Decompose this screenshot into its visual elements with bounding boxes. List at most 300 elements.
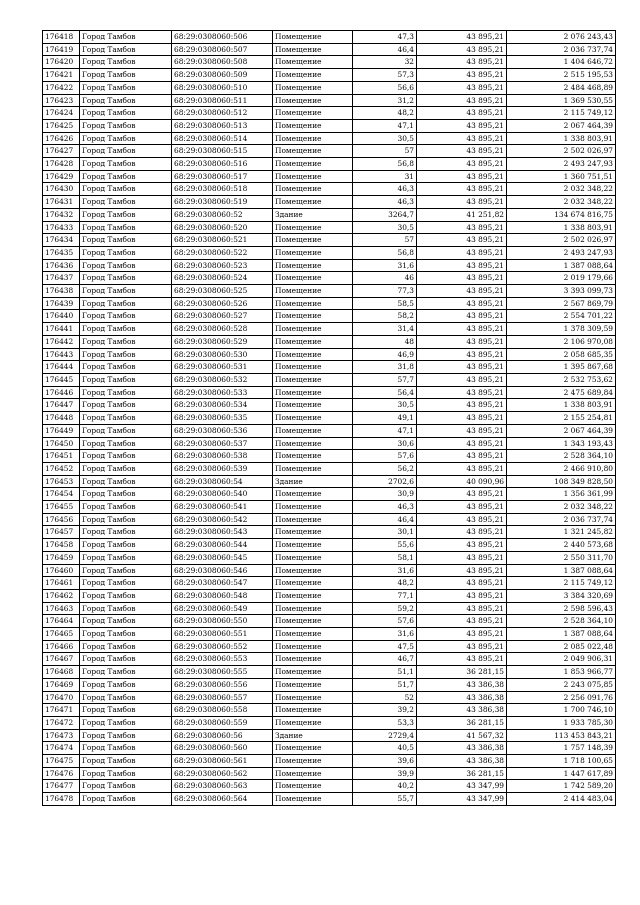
row-number: 176433 xyxy=(43,221,80,234)
cadastral-number-cell: 68:29:0308060:514 xyxy=(172,132,273,145)
unit-value-cell: 43 895,21 xyxy=(417,170,507,183)
city-cell: Город Тамбов xyxy=(80,424,172,437)
unit-value-cell: 43 895,21 xyxy=(417,119,507,132)
table-row xyxy=(43,335,616,348)
city-cell: Город Тамбов xyxy=(80,615,172,628)
row-number: 176440 xyxy=(43,310,80,323)
unit-value-cell: 41 251,82 xyxy=(417,208,507,221)
area-cell: 46,7 xyxy=(353,653,417,666)
row-number: 176476 xyxy=(43,767,80,780)
unit-value-cell: 43 895,21 xyxy=(417,56,507,69)
cadastral-value-cell: 1 338 803,91 xyxy=(507,132,616,145)
row-number: 176446 xyxy=(43,386,80,399)
table-row xyxy=(43,170,616,183)
table-row xyxy=(43,221,616,234)
city-cell: Город Тамбов xyxy=(80,488,172,501)
cadastral-number-cell: 68:29:0308060:516 xyxy=(172,158,273,171)
area-cell: 57,6 xyxy=(353,450,417,463)
area-cell: 56,8 xyxy=(353,158,417,171)
object-type-cell: Помещение xyxy=(273,678,353,691)
cadastral-number-cell: 68:29:0308060:518 xyxy=(172,183,273,196)
unit-value-cell: 43 895,21 xyxy=(417,577,507,590)
object-type-cell: Помещение xyxy=(273,69,353,82)
area-cell: 31,6 xyxy=(353,628,417,641)
cadastral-value-cell: 2 115 749,12 xyxy=(507,107,616,120)
table-row xyxy=(43,767,616,780)
row-number: 176429 xyxy=(43,170,80,183)
row-number: 176470 xyxy=(43,691,80,704)
cadastral-value-cell: 2 256 091,76 xyxy=(507,691,616,704)
unit-value-cell: 43 895,21 xyxy=(417,132,507,145)
object-type-cell: Помещение xyxy=(273,501,353,514)
row-number: 176459 xyxy=(43,551,80,564)
row-number: 176475 xyxy=(43,755,80,768)
unit-value-cell: 43 895,21 xyxy=(417,424,507,437)
cadastral-number-cell: 68:29:0308060:535 xyxy=(172,412,273,425)
cadastral-value-cell: 1 757 148,39 xyxy=(507,742,616,755)
object-type-cell: Помещение xyxy=(273,691,353,704)
cadastral-number-cell: 68:29:0308060:520 xyxy=(172,221,273,234)
area-cell: 31,8 xyxy=(353,361,417,374)
table-row xyxy=(43,742,616,755)
object-type-cell: Помещение xyxy=(273,183,353,196)
area-cell: 39,2 xyxy=(353,704,417,717)
cadastral-value-cell: 2 032 348,22 xyxy=(507,183,616,196)
cadastral-number-cell: 68:29:0308060:52 xyxy=(172,208,273,221)
cadastral-value-cell: 2 076 243,43 xyxy=(507,31,616,44)
unit-value-cell: 43 895,21 xyxy=(417,437,507,450)
area-cell: 51,1 xyxy=(353,666,417,679)
unit-value-cell: 43 895,21 xyxy=(417,539,507,552)
row-number: 176437 xyxy=(43,272,80,285)
object-type-cell: Помещение xyxy=(273,666,353,679)
unit-value-cell: 43 895,21 xyxy=(417,107,507,120)
cadastral-number-cell: 68:29:0308060:560 xyxy=(172,742,273,755)
cadastral-value-cell: 2 115 749,12 xyxy=(507,577,616,590)
city-cell: Город Тамбов xyxy=(80,31,172,44)
cadastral-value-cell: 2 032 348,22 xyxy=(507,501,616,514)
unit-value-cell: 43 895,21 xyxy=(417,386,507,399)
object-type-cell: Здание xyxy=(273,729,353,742)
cadastral-number-cell: 68:29:0308060:533 xyxy=(172,386,273,399)
object-type-cell: Помещение xyxy=(273,386,353,399)
object-type-cell: Помещение xyxy=(273,310,353,323)
cadastral-number-cell: 68:29:0308060:515 xyxy=(172,145,273,158)
table-row xyxy=(43,424,616,437)
table-row xyxy=(43,640,616,653)
object-type-cell: Помещение xyxy=(273,412,353,425)
city-cell: Город Тамбов xyxy=(80,234,172,247)
row-number: 176421 xyxy=(43,69,80,82)
object-type-cell: Помещение xyxy=(273,196,353,209)
cadastral-value-cell: 2 515 195,53 xyxy=(507,69,616,82)
table-row xyxy=(43,361,616,374)
table-row xyxy=(43,386,616,399)
cadastral-number-cell: 68:29:0308060:544 xyxy=(172,539,273,552)
city-cell: Город Тамбов xyxy=(80,297,172,310)
row-number: 176438 xyxy=(43,285,80,298)
table-row xyxy=(43,81,616,94)
area-cell: 57 xyxy=(353,234,417,247)
row-number: 176445 xyxy=(43,373,80,386)
table-row xyxy=(43,678,616,691)
cadastral-number-cell: 68:29:0308060:563 xyxy=(172,780,273,793)
row-number: 176466 xyxy=(43,640,80,653)
object-type-cell: Помещение xyxy=(273,132,353,145)
cadastral-value-cell: 1 447 617,89 xyxy=(507,767,616,780)
object-type-cell: Помещение xyxy=(273,31,353,44)
area-cell: 32 xyxy=(353,56,417,69)
table-row xyxy=(43,704,616,717)
unit-value-cell: 43 386,38 xyxy=(417,755,507,768)
cadastral-number-cell: 68:29:0308060:506 xyxy=(172,31,273,44)
area-cell: 30,5 xyxy=(353,221,417,234)
cadastral-number-cell: 68:29:0308060:534 xyxy=(172,399,273,412)
area-cell: 56,8 xyxy=(353,246,417,259)
unit-value-cell: 43 895,21 xyxy=(417,285,507,298)
cadastral-number-cell: 68:29:0308060:532 xyxy=(172,373,273,386)
cadastral-number-cell: 68:29:0308060:528 xyxy=(172,323,273,336)
unit-value-cell: 43 895,21 xyxy=(417,94,507,107)
area-cell: 46,4 xyxy=(353,513,417,526)
row-number: 176430 xyxy=(43,183,80,196)
object-type-cell: Помещение xyxy=(273,577,353,590)
unit-value-cell: 43 386,38 xyxy=(417,742,507,755)
row-number: 176458 xyxy=(43,539,80,552)
cadastral-number-cell: 68:29:0308060:549 xyxy=(172,602,273,615)
table-row xyxy=(43,564,616,577)
unit-value-cell: 43 895,21 xyxy=(417,551,507,564)
area-cell: 57,7 xyxy=(353,373,417,386)
city-cell: Город Тамбов xyxy=(80,94,172,107)
cadastral-value-cell: 2 243 075,85 xyxy=(507,678,616,691)
city-cell: Город Тамбов xyxy=(80,589,172,602)
cadastral-number-cell: 68:29:0308060:540 xyxy=(172,488,273,501)
unit-value-cell: 43 895,21 xyxy=(417,69,507,82)
table-row xyxy=(43,43,616,56)
object-type-cell: Помещение xyxy=(273,462,353,475)
area-cell: 31 xyxy=(353,170,417,183)
row-number: 176449 xyxy=(43,424,80,437)
area-cell: 48 xyxy=(353,335,417,348)
unit-value-cell: 43 386,38 xyxy=(417,691,507,704)
area-cell: 47,1 xyxy=(353,119,417,132)
cadastral-value-cell: 2 484 468,89 xyxy=(507,81,616,94)
cadastral-value-cell: 2 528 364,10 xyxy=(507,615,616,628)
row-number: 176447 xyxy=(43,399,80,412)
unit-value-cell: 43 895,21 xyxy=(417,361,507,374)
unit-value-cell: 43 895,21 xyxy=(417,615,507,628)
table-row xyxy=(43,437,616,450)
row-number: 176477 xyxy=(43,780,80,793)
row-number: 176462 xyxy=(43,589,80,602)
table-row xyxy=(43,501,616,514)
city-cell: Город Тамбов xyxy=(80,716,172,729)
cadastral-value-cell: 2 155 254,81 xyxy=(507,412,616,425)
city-cell: Город Тамбов xyxy=(80,221,172,234)
table-row xyxy=(43,462,616,475)
cadastral-number-cell: 68:29:0308060:556 xyxy=(172,678,273,691)
city-cell: Город Тамбов xyxy=(80,780,172,793)
table-row xyxy=(43,132,616,145)
city-cell: Город Тамбов xyxy=(80,196,172,209)
row-number: 176442 xyxy=(43,335,80,348)
cadastral-number-cell: 68:29:0308060:541 xyxy=(172,501,273,514)
city-cell: Город Тамбов xyxy=(80,373,172,386)
cadastral-value-cell: 2 493 247,93 xyxy=(507,246,616,259)
cadastral-number-cell: 68:29:0308060:508 xyxy=(172,56,273,69)
area-cell: 47,3 xyxy=(353,31,417,44)
area-cell: 57,6 xyxy=(353,615,417,628)
table-row xyxy=(43,196,616,209)
city-cell: Город Тамбов xyxy=(80,628,172,641)
area-cell: 30,9 xyxy=(353,488,417,501)
cadastral-number-cell: 68:29:0308060:559 xyxy=(172,716,273,729)
row-number: 176418 xyxy=(43,31,80,44)
cadastral-value-cell: 2 440 573,68 xyxy=(507,539,616,552)
row-number: 176420 xyxy=(43,56,80,69)
cadastral-number-cell: 68:29:0308060:525 xyxy=(172,285,273,298)
cadastral-value-cell: 1 853 966,77 xyxy=(507,666,616,679)
cadastral-value-cell: 1 387 088,64 xyxy=(507,628,616,641)
object-type-cell: Помещение xyxy=(273,602,353,615)
object-type-cell: Помещение xyxy=(273,43,353,56)
object-type-cell: Помещение xyxy=(273,335,353,348)
table-row xyxy=(43,551,616,564)
cadastral-value-cell: 3 393 099,73 xyxy=(507,285,616,298)
row-number: 176450 xyxy=(43,437,80,450)
unit-value-cell: 43 386,38 xyxy=(417,678,507,691)
area-cell: 46,4 xyxy=(353,43,417,56)
cadastral-value-cell: 2 598 596,43 xyxy=(507,602,616,615)
area-cell: 31,6 xyxy=(353,564,417,577)
table-row xyxy=(43,69,616,82)
unit-value-cell: 43 895,21 xyxy=(417,323,507,336)
area-cell: 30,1 xyxy=(353,526,417,539)
cadastral-value-cell: 2 106 970,08 xyxy=(507,335,616,348)
city-cell: Город Тамбов xyxy=(80,704,172,717)
object-type-cell: Помещение xyxy=(273,94,353,107)
row-number: 176444 xyxy=(43,361,80,374)
row-number: 176452 xyxy=(43,462,80,475)
cadastral-value-cell: 2 049 906,31 xyxy=(507,653,616,666)
cadastral-number-cell: 68:29:0308060:524 xyxy=(172,272,273,285)
cadastral-number-cell: 68:29:0308060:536 xyxy=(172,424,273,437)
unit-value-cell: 43 895,21 xyxy=(417,399,507,412)
object-type-cell: Помещение xyxy=(273,323,353,336)
table-row xyxy=(43,246,616,259)
area-cell: 57,3 xyxy=(353,69,417,82)
cadastral-value-cell: 1 700 746,10 xyxy=(507,704,616,717)
area-cell: 39,9 xyxy=(353,767,417,780)
area-cell: 30,5 xyxy=(353,399,417,412)
city-cell: Город Тамбов xyxy=(80,208,172,221)
object-type-cell: Помещение xyxy=(273,513,353,526)
cadastral-number-cell: 68:29:0308060:513 xyxy=(172,119,273,132)
object-type-cell: Здание xyxy=(273,475,353,488)
unit-value-cell: 43 895,21 xyxy=(417,412,507,425)
table-row xyxy=(43,729,616,742)
cadastral-value-cell: 1 338 803,91 xyxy=(507,221,616,234)
row-number: 176422 xyxy=(43,81,80,94)
cadastral-value-cell: 2 493 247,93 xyxy=(507,158,616,171)
object-type-cell: Помещение xyxy=(273,119,353,132)
table-row xyxy=(43,691,616,704)
table-row xyxy=(43,488,616,501)
object-type-cell: Помещение xyxy=(273,742,353,755)
row-number: 176455 xyxy=(43,501,80,514)
object-type-cell: Помещение xyxy=(273,81,353,94)
unit-value-cell: 43 895,21 xyxy=(417,628,507,641)
object-type-cell: Помещение xyxy=(273,551,353,564)
table-row xyxy=(43,373,616,386)
row-number: 176469 xyxy=(43,678,80,691)
city-cell: Город Тамбов xyxy=(80,145,172,158)
unit-value-cell: 43 895,21 xyxy=(417,450,507,463)
table-row xyxy=(43,475,616,488)
city-cell: Город Тамбов xyxy=(80,361,172,374)
area-cell: 56,2 xyxy=(353,462,417,475)
row-number: 176434 xyxy=(43,234,80,247)
object-type-cell: Помещение xyxy=(273,348,353,361)
city-cell: Город Тамбов xyxy=(80,43,172,56)
cadastral-value-cell: 1 338 803,91 xyxy=(507,399,616,412)
object-type-cell: Помещение xyxy=(273,399,353,412)
cadastral-number-cell: 68:29:0308060:531 xyxy=(172,361,273,374)
object-type-cell: Помещение xyxy=(273,272,353,285)
cadastral-value-cell: 2 466 910,80 xyxy=(507,462,616,475)
area-cell: 47,1 xyxy=(353,424,417,437)
row-number: 176425 xyxy=(43,119,80,132)
cadastral-number-cell: 68:29:0308060:527 xyxy=(172,310,273,323)
area-cell: 46,3 xyxy=(353,501,417,514)
city-cell: Город Тамбов xyxy=(80,310,172,323)
unit-value-cell: 43 895,21 xyxy=(417,196,507,209)
object-type-cell: Помещение xyxy=(273,259,353,272)
object-type-cell: Помещение xyxy=(273,297,353,310)
area-cell: 51,7 xyxy=(353,678,417,691)
area-cell: 77,3 xyxy=(353,285,417,298)
row-number: 176474 xyxy=(43,742,80,755)
unit-value-cell: 43 895,21 xyxy=(417,31,507,44)
cadastral-number-cell: 68:29:0308060:519 xyxy=(172,196,273,209)
unit-value-cell: 43 895,21 xyxy=(417,81,507,94)
city-cell: Город Тамбов xyxy=(80,437,172,450)
row-number: 176461 xyxy=(43,577,80,590)
city-cell: Город Тамбов xyxy=(80,602,172,615)
row-number: 176463 xyxy=(43,602,80,615)
table-row xyxy=(43,780,616,793)
cadastral-value-cell: 1 369 530,55 xyxy=(507,94,616,107)
table-row xyxy=(43,297,616,310)
object-type-cell: Помещение xyxy=(273,361,353,374)
row-number: 176465 xyxy=(43,628,80,641)
cadastral-value-cell: 1 378 309,59 xyxy=(507,323,616,336)
cadastral-value-cell: 1 343 193,43 xyxy=(507,437,616,450)
cadastral-value-cell: 2 414 483,04 xyxy=(507,793,616,806)
row-number: 176464 xyxy=(43,615,80,628)
cadastral-number-cell: 68:29:0308060:54 xyxy=(172,475,273,488)
unit-value-cell: 43 895,21 xyxy=(417,310,507,323)
cadastral-value-cell: 2 502 026,97 xyxy=(507,145,616,158)
object-type-cell: Помещение xyxy=(273,158,353,171)
city-cell: Город Тамбов xyxy=(80,335,172,348)
row-number: 176423 xyxy=(43,94,80,107)
table-row xyxy=(43,323,616,336)
area-cell: 56,6 xyxy=(353,81,417,94)
row-number: 176448 xyxy=(43,412,80,425)
cadastral-value-cell: 1 404 646,72 xyxy=(507,56,616,69)
cadastral-value-cell: 2 528 364,10 xyxy=(507,450,616,463)
area-cell: 48,2 xyxy=(353,577,417,590)
unit-value-cell: 43 895,21 xyxy=(417,348,507,361)
table-row xyxy=(43,119,616,132)
cadastral-number-cell: 68:29:0308060:545 xyxy=(172,551,273,564)
row-number: 176451 xyxy=(43,450,80,463)
cadastral-number-cell: 68:29:0308060:562 xyxy=(172,767,273,780)
city-cell: Город Тамбов xyxy=(80,767,172,780)
object-type-cell: Помещение xyxy=(273,755,353,768)
object-type-cell: Помещение xyxy=(273,653,353,666)
unit-value-cell: 41 567,32 xyxy=(417,729,507,742)
city-cell: Город Тамбов xyxy=(80,755,172,768)
table-row xyxy=(43,602,616,615)
table-row xyxy=(43,450,616,463)
area-cell: 3264,7 xyxy=(353,208,417,221)
row-number: 176424 xyxy=(43,107,80,120)
object-type-cell: Помещение xyxy=(273,780,353,793)
area-cell: 55,7 xyxy=(353,793,417,806)
cadastral-value-cell: 2 550 311,70 xyxy=(507,551,616,564)
unit-value-cell: 43 347,99 xyxy=(417,780,507,793)
row-number: 176457 xyxy=(43,526,80,539)
table-row xyxy=(43,716,616,729)
row-number: 176460 xyxy=(43,564,80,577)
cadastral-number-cell: 68:29:0308060:509 xyxy=(172,69,273,82)
cadastral-value-cell: 108 349 828,50 xyxy=(507,475,616,488)
city-cell: Город Тамбов xyxy=(80,412,172,425)
city-cell: Город Тамбов xyxy=(80,132,172,145)
area-cell: 58,2 xyxy=(353,310,417,323)
object-type-cell: Помещение xyxy=(273,437,353,450)
row-number: 176453 xyxy=(43,475,80,488)
city-cell: Город Тамбов xyxy=(80,183,172,196)
cadastral-number-cell: 68:29:0308060:552 xyxy=(172,640,273,653)
object-type-cell: Помещение xyxy=(273,373,353,386)
cadastral-number-cell: 68:29:0308060:56 xyxy=(172,729,273,742)
cadastral-number-cell: 68:29:0308060:511 xyxy=(172,94,273,107)
cadastral-value-cell: 2 058 685,35 xyxy=(507,348,616,361)
cadastral-value-cell: 1 395 867,68 xyxy=(507,361,616,374)
cadastral-value-cell: 1 387 088,64 xyxy=(507,564,616,577)
unit-value-cell: 43 895,21 xyxy=(417,640,507,653)
row-number: 176443 xyxy=(43,348,80,361)
cadastral-number-cell: 68:29:0308060:547 xyxy=(172,577,273,590)
unit-value-cell: 43 895,21 xyxy=(417,501,507,514)
unit-value-cell: 43 895,21 xyxy=(417,145,507,158)
cadastral-number-cell: 68:29:0308060:561 xyxy=(172,755,273,768)
cadastral-number-cell: 68:29:0308060:510 xyxy=(172,81,273,94)
object-type-cell: Помещение xyxy=(273,539,353,552)
unit-value-cell: 43 895,21 xyxy=(417,158,507,171)
cadastral-value-cell: 2 032 348,22 xyxy=(507,196,616,209)
cadastral-number-cell: 68:29:0308060:542 xyxy=(172,513,273,526)
cadastral-value-cell: 2 036 737,74 xyxy=(507,43,616,56)
table-row xyxy=(43,285,616,298)
area-cell: 77,1 xyxy=(353,589,417,602)
cadastral-number-cell: 68:29:0308060:551 xyxy=(172,628,273,641)
unit-value-cell: 43 895,21 xyxy=(417,246,507,259)
